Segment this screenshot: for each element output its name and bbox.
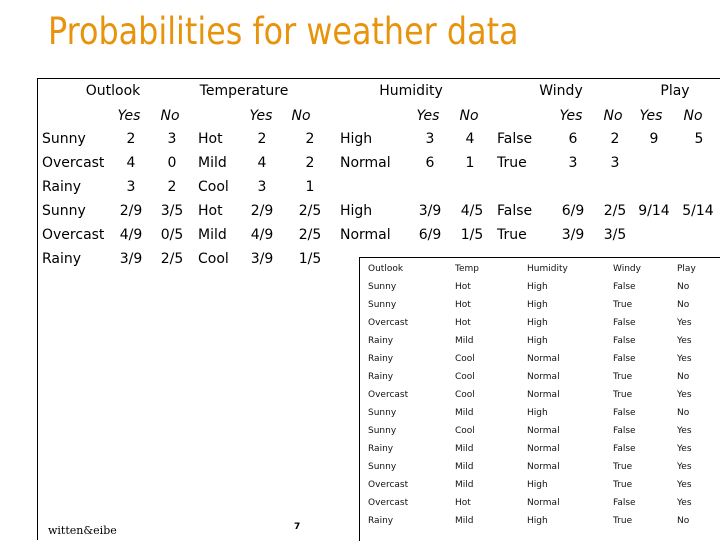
data-table-cell-temp: Mild: [455, 462, 474, 472]
count-outlook-no: 3: [167, 131, 177, 147]
subheader-play-yes: Yes: [639, 108, 663, 124]
data-table-cell-outlook: Sunny: [368, 282, 397, 292]
count-windy-label: False: [497, 131, 533, 147]
prob-humidity-label: Normal: [340, 227, 391, 243]
data-table-cell-temp: Hot: [455, 318, 471, 328]
data-table-cell-play: No: [677, 516, 690, 526]
data-table-cell-windy: False: [613, 282, 636, 292]
data-table-cell-windy: False: [613, 408, 636, 418]
subheader-outlook-yes: Yes: [117, 108, 141, 124]
data-table-cell-play: Yes: [677, 390, 692, 400]
prob-play-yes: 9/14: [638, 203, 670, 219]
count-temperature-label: Cool: [198, 179, 229, 195]
data-table-cell-windy: False: [613, 444, 636, 454]
subheader-temperature-yes: Yes: [249, 108, 273, 124]
data-table-cell-windy: True: [613, 480, 633, 490]
data-table-header-play: Play: [677, 264, 696, 274]
prob-outlook-no: 3/5: [160, 203, 184, 219]
data-table-cell-temp: Mild: [455, 408, 474, 418]
data-table-cell-outlook: Rainy: [368, 336, 394, 346]
footer-credit: witten&eibe: [48, 524, 117, 537]
data-table-cell-outlook: Overcast: [368, 390, 409, 400]
count-play-yes: 9: [649, 131, 659, 147]
data-table-cell-outlook: Rainy: [368, 444, 394, 454]
count-outlook-no: 0: [167, 155, 177, 171]
count-outlook-yes: 4: [126, 155, 136, 171]
data-table-cell-humidity: High: [527, 408, 548, 418]
count-temperature-no: 2: [305, 155, 315, 171]
prob-temperature-label: Hot: [198, 203, 223, 219]
prob-play-no: 5/14: [682, 203, 714, 219]
prob-outlook-no: 2/5: [160, 251, 184, 267]
table-top-border: [37, 78, 720, 79]
data-table-cell-outlook: Sunny: [368, 462, 397, 472]
data-table-cell-windy: False: [613, 498, 636, 508]
prob-windy-yes: 3/9: [561, 227, 585, 243]
count-humidity-yes: 6: [425, 155, 435, 171]
count-outlook-label: Rainy: [42, 179, 82, 195]
data-table-cell-outlook: Sunny: [368, 408, 397, 418]
header-windy: Windy: [539, 83, 583, 99]
page-title: Probabilities for weather data: [48, 10, 519, 53]
prob-humidity-yes: 6/9: [418, 227, 442, 243]
data-table-cell-play: Yes: [677, 498, 692, 508]
prob-humidity-no: 1/5: [460, 227, 484, 243]
count-outlook-label: Sunny: [42, 131, 86, 147]
data-table-cell-windy: True: [613, 390, 633, 400]
count-humidity-label: Normal: [340, 155, 391, 171]
data-table-cell-play: Yes: [677, 480, 692, 490]
data-table-cell-outlook: Overcast: [368, 498, 409, 508]
prob-humidity-label: High: [340, 203, 373, 219]
prob-humidity-no: 4/5: [460, 203, 484, 219]
data-table-cell-temp: Cool: [455, 372, 475, 382]
data-table-cell-humidity: High: [527, 480, 548, 490]
data-table-cell-temp: Hot: [455, 498, 471, 508]
data-table-cell-humidity: Normal: [527, 354, 560, 364]
data-table-cell-temp: Cool: [455, 426, 475, 436]
data-table-cell-windy: True: [613, 516, 633, 526]
count-windy-no: 3: [610, 155, 620, 171]
data-table-cell-humidity: Normal: [527, 390, 560, 400]
data-table-cell-temp: Hot: [455, 282, 471, 292]
data-table-cell-humidity: Normal: [527, 372, 560, 382]
data-table-cell-outlook: Rainy: [368, 372, 394, 382]
subheader-play-no: No: [683, 108, 703, 124]
data-table-cell-outlook: Sunny: [368, 300, 397, 310]
header-temperature: Temperature: [199, 83, 289, 99]
subheader-temperature-no: No: [291, 108, 311, 124]
data-table-cell-windy: True: [613, 372, 633, 382]
data-table-cell-windy: False: [613, 318, 636, 328]
prob-temperature-no: 1/5: [298, 251, 322, 267]
count-play-no: 5: [694, 131, 704, 147]
table-left-border: [37, 78, 38, 540]
data-table-cell-outlook: Overcast: [368, 318, 409, 328]
data-table-header-humidity: Humidity: [527, 264, 568, 274]
data-table-cell-play: No: [677, 408, 690, 418]
subheader-humidity-no: No: [459, 108, 479, 124]
prob-outlook-yes: 3/9: [119, 251, 143, 267]
subheader-windy-no: No: [603, 108, 623, 124]
count-temperature-no: 1: [305, 179, 315, 195]
subheader-outlook-no: No: [160, 108, 180, 124]
count-humidity-no: 4: [465, 131, 475, 147]
prob-temperature-label: Cool: [198, 251, 229, 267]
data-table-cell-windy: True: [613, 462, 633, 472]
subheader-humidity-yes: Yes: [416, 108, 440, 124]
count-outlook-no: 2: [167, 179, 177, 195]
data-table-cell-windy: False: [613, 354, 636, 364]
prob-windy-no: 2/5: [603, 203, 627, 219]
count-humidity-no: 1: [465, 155, 475, 171]
data-table-cell-humidity: High: [527, 282, 548, 292]
prob-temperature-yes: 2/9: [250, 203, 274, 219]
data-table-cell-play: No: [677, 372, 690, 382]
data-table-cell-humidity: High: [527, 336, 548, 346]
header-play: Play: [660, 83, 690, 99]
prob-outlook-label: Rainy: [42, 251, 82, 267]
data-table-cell-outlook: Overcast: [368, 480, 409, 490]
count-windy-yes: 6: [568, 131, 578, 147]
data-table-cell-play: Yes: [677, 426, 692, 436]
data-table-cell-humidity: Normal: [527, 462, 560, 472]
data-table-cell-play: No: [677, 282, 690, 292]
data-table-header-temp: Temp: [455, 264, 479, 274]
data-table-cell-temp: Mild: [455, 516, 474, 526]
data-table-cell-play: Yes: [677, 354, 692, 364]
data-table-cell-temp: Mild: [455, 336, 474, 346]
count-temperature-yes: 3: [257, 179, 267, 195]
count-outlook-yes: 2: [126, 131, 136, 147]
data-table-cell-outlook: Rainy: [368, 516, 394, 526]
data-table-cell-humidity: High: [527, 300, 548, 310]
prob-outlook-yes: 4/9: [119, 227, 143, 243]
prob-temperature-yes: 3/9: [250, 251, 274, 267]
data-table-cell-temp: Cool: [455, 354, 475, 364]
prob-temperature-no: 2/5: [298, 203, 322, 219]
count-windy-no: 2: [610, 131, 620, 147]
weather-data-table: [359, 257, 720, 541]
data-table-cell-humidity: High: [527, 318, 548, 328]
prob-windy-no: 3/5: [603, 227, 627, 243]
data-table-cell-play: No: [677, 300, 690, 310]
prob-windy-yes: 6/9: [561, 203, 585, 219]
count-humidity-label: High: [340, 131, 373, 147]
header-outlook: Outlook: [85, 83, 141, 99]
count-outlook-label: Overcast: [42, 155, 105, 171]
data-table-header-windy: Windy: [613, 264, 641, 274]
data-table-cell-play: Yes: [677, 444, 692, 454]
data-table-cell-play: Yes: [677, 462, 692, 472]
data-table-cell-windy: True: [613, 300, 633, 310]
count-humidity-yes: 3: [425, 131, 435, 147]
prob-outlook-no: 0/5: [160, 227, 184, 243]
data-table-cell-humidity: Normal: [527, 444, 560, 454]
data-table-header-outlook: Outlook: [368, 264, 404, 274]
data-table-cell-humidity: Normal: [527, 498, 560, 508]
prob-humidity-yes: 3/9: [418, 203, 442, 219]
count-temperature-label: Hot: [198, 131, 223, 147]
count-outlook-yes: 3: [126, 179, 136, 195]
count-temperature-no: 2: [305, 131, 315, 147]
header-humidity: Humidity: [379, 83, 443, 99]
prob-windy-label: False: [497, 203, 533, 219]
data-table-cell-humidity: High: [527, 516, 548, 526]
prob-outlook-yes: 2/9: [119, 203, 143, 219]
data-table-cell-temp: Hot: [455, 300, 471, 310]
data-table-cell-humidity: Normal: [527, 426, 560, 436]
data-table-cell-play: Yes: [677, 336, 692, 346]
prob-outlook-label: Sunny: [42, 203, 86, 219]
data-table-cell-windy: False: [613, 336, 636, 346]
subheader-windy-yes: Yes: [559, 108, 583, 124]
count-temperature-yes: 4: [257, 155, 267, 171]
data-table-cell-temp: Cool: [455, 390, 475, 400]
count-temperature-label: Mild: [198, 155, 227, 171]
data-table-cell-temp: Mild: [455, 444, 474, 454]
page-number: 7: [294, 522, 301, 532]
data-table-cell-outlook: Sunny: [368, 426, 397, 436]
prob-outlook-label: Overcast: [42, 227, 105, 243]
data-table-cell-temp: Mild: [455, 480, 474, 490]
prob-windy-label: True: [497, 227, 527, 243]
prob-temperature-label: Mild: [198, 227, 227, 243]
data-table-cell-windy: False: [613, 426, 636, 436]
count-temperature-yes: 2: [257, 131, 267, 147]
data-table-cell-outlook: Rainy: [368, 354, 394, 364]
prob-temperature-yes: 4/9: [250, 227, 274, 243]
count-windy-yes: 3: [568, 155, 578, 171]
data-table-cell-play: Yes: [677, 318, 692, 328]
prob-temperature-no: 2/5: [298, 227, 322, 243]
count-windy-label: True: [497, 155, 527, 171]
